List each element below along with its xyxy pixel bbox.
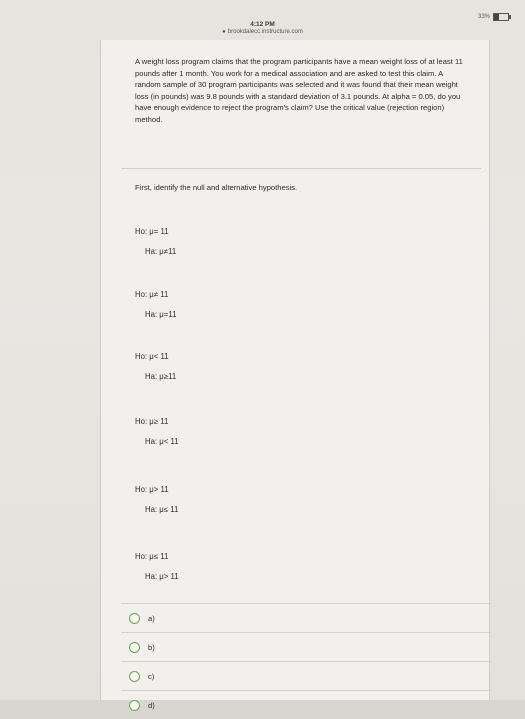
lock-icon: ● <box>222 29 226 35</box>
battery-percent: 33% <box>477 14 490 20</box>
radio-a[interactable] <box>129 613 140 624</box>
url-text: brookdalecc.instructure.com <box>227 29 303 35</box>
question-card <box>100 40 490 710</box>
question-text: A weight loss program claims that the program participants have a mean weight loss of at least 11 pounds after 1 month. You work for a medical association and are asked to test this claim. A random sample of 30 program participants was selected and it was found that their mean weight loss (in pounds) was 9.8 pounds with a standard deviation of 3.1 pounds. At alpha = 0.05, do you have enough evidence to reject the program's claim? Use the critical value (rejection region) method. <box>135 57 463 124</box>
option-c-ha: Ha: μ≥11 <box>145 372 177 381</box>
option-a-h0: Ho: μ= 11 <box>135 227 169 236</box>
option-d-ha: Ha: μ< 11 <box>145 437 179 446</box>
question-prompt: First, identify the null and alternative hypothesis. <box>135 183 298 192</box>
option-e <box>135 480 178 520</box>
radio-b[interactable] <box>129 642 140 653</box>
option-e-h0: Ho: μ> 11 <box>135 485 169 494</box>
option-f-ha: Ha: μ> 11 <box>145 572 179 581</box>
option-d <box>135 412 179 452</box>
option-b <box>135 285 176 325</box>
option-a <box>135 222 176 262</box>
battery-indicator <box>478 13 509 21</box>
option-a-ha: Ha: μ≠11 <box>145 247 177 256</box>
answer-choices <box>121 603 491 719</box>
option-b-h0: Ho: μ≠ 11 <box>135 290 169 299</box>
radio-d[interactable] <box>129 700 140 711</box>
choice-d[interactable] <box>121 690 491 719</box>
option-f <box>135 547 179 587</box>
choice-c-label: c) <box>148 671 155 681</box>
option-c <box>135 347 176 387</box>
choice-c[interactable] <box>121 661 491 690</box>
status-bar <box>0 0 525 36</box>
option-d-h0: Ho: μ≥ 11 <box>135 417 169 426</box>
choice-d-label: d) <box>148 700 155 710</box>
radio-c[interactable] <box>129 671 140 682</box>
option-b-ha: Ha: μ=11 <box>145 310 177 319</box>
choice-a-label: a) <box>148 613 155 623</box>
option-e-ha: Ha: μ≤ 11 <box>145 505 179 514</box>
divider <box>121 168 481 169</box>
option-f-h0: Ho: μ≤ 11 <box>135 552 169 561</box>
address-bar[interactable] <box>0 29 525 35</box>
battery-icon <box>493 13 509 21</box>
choice-b[interactable] <box>121 632 491 661</box>
option-c-h0: Ho: μ< 11 <box>135 352 169 361</box>
choice-a[interactable] <box>121 603 491 632</box>
choice-b-label: b) <box>148 642 155 652</box>
status-time: 4:12 PM <box>250 21 275 28</box>
